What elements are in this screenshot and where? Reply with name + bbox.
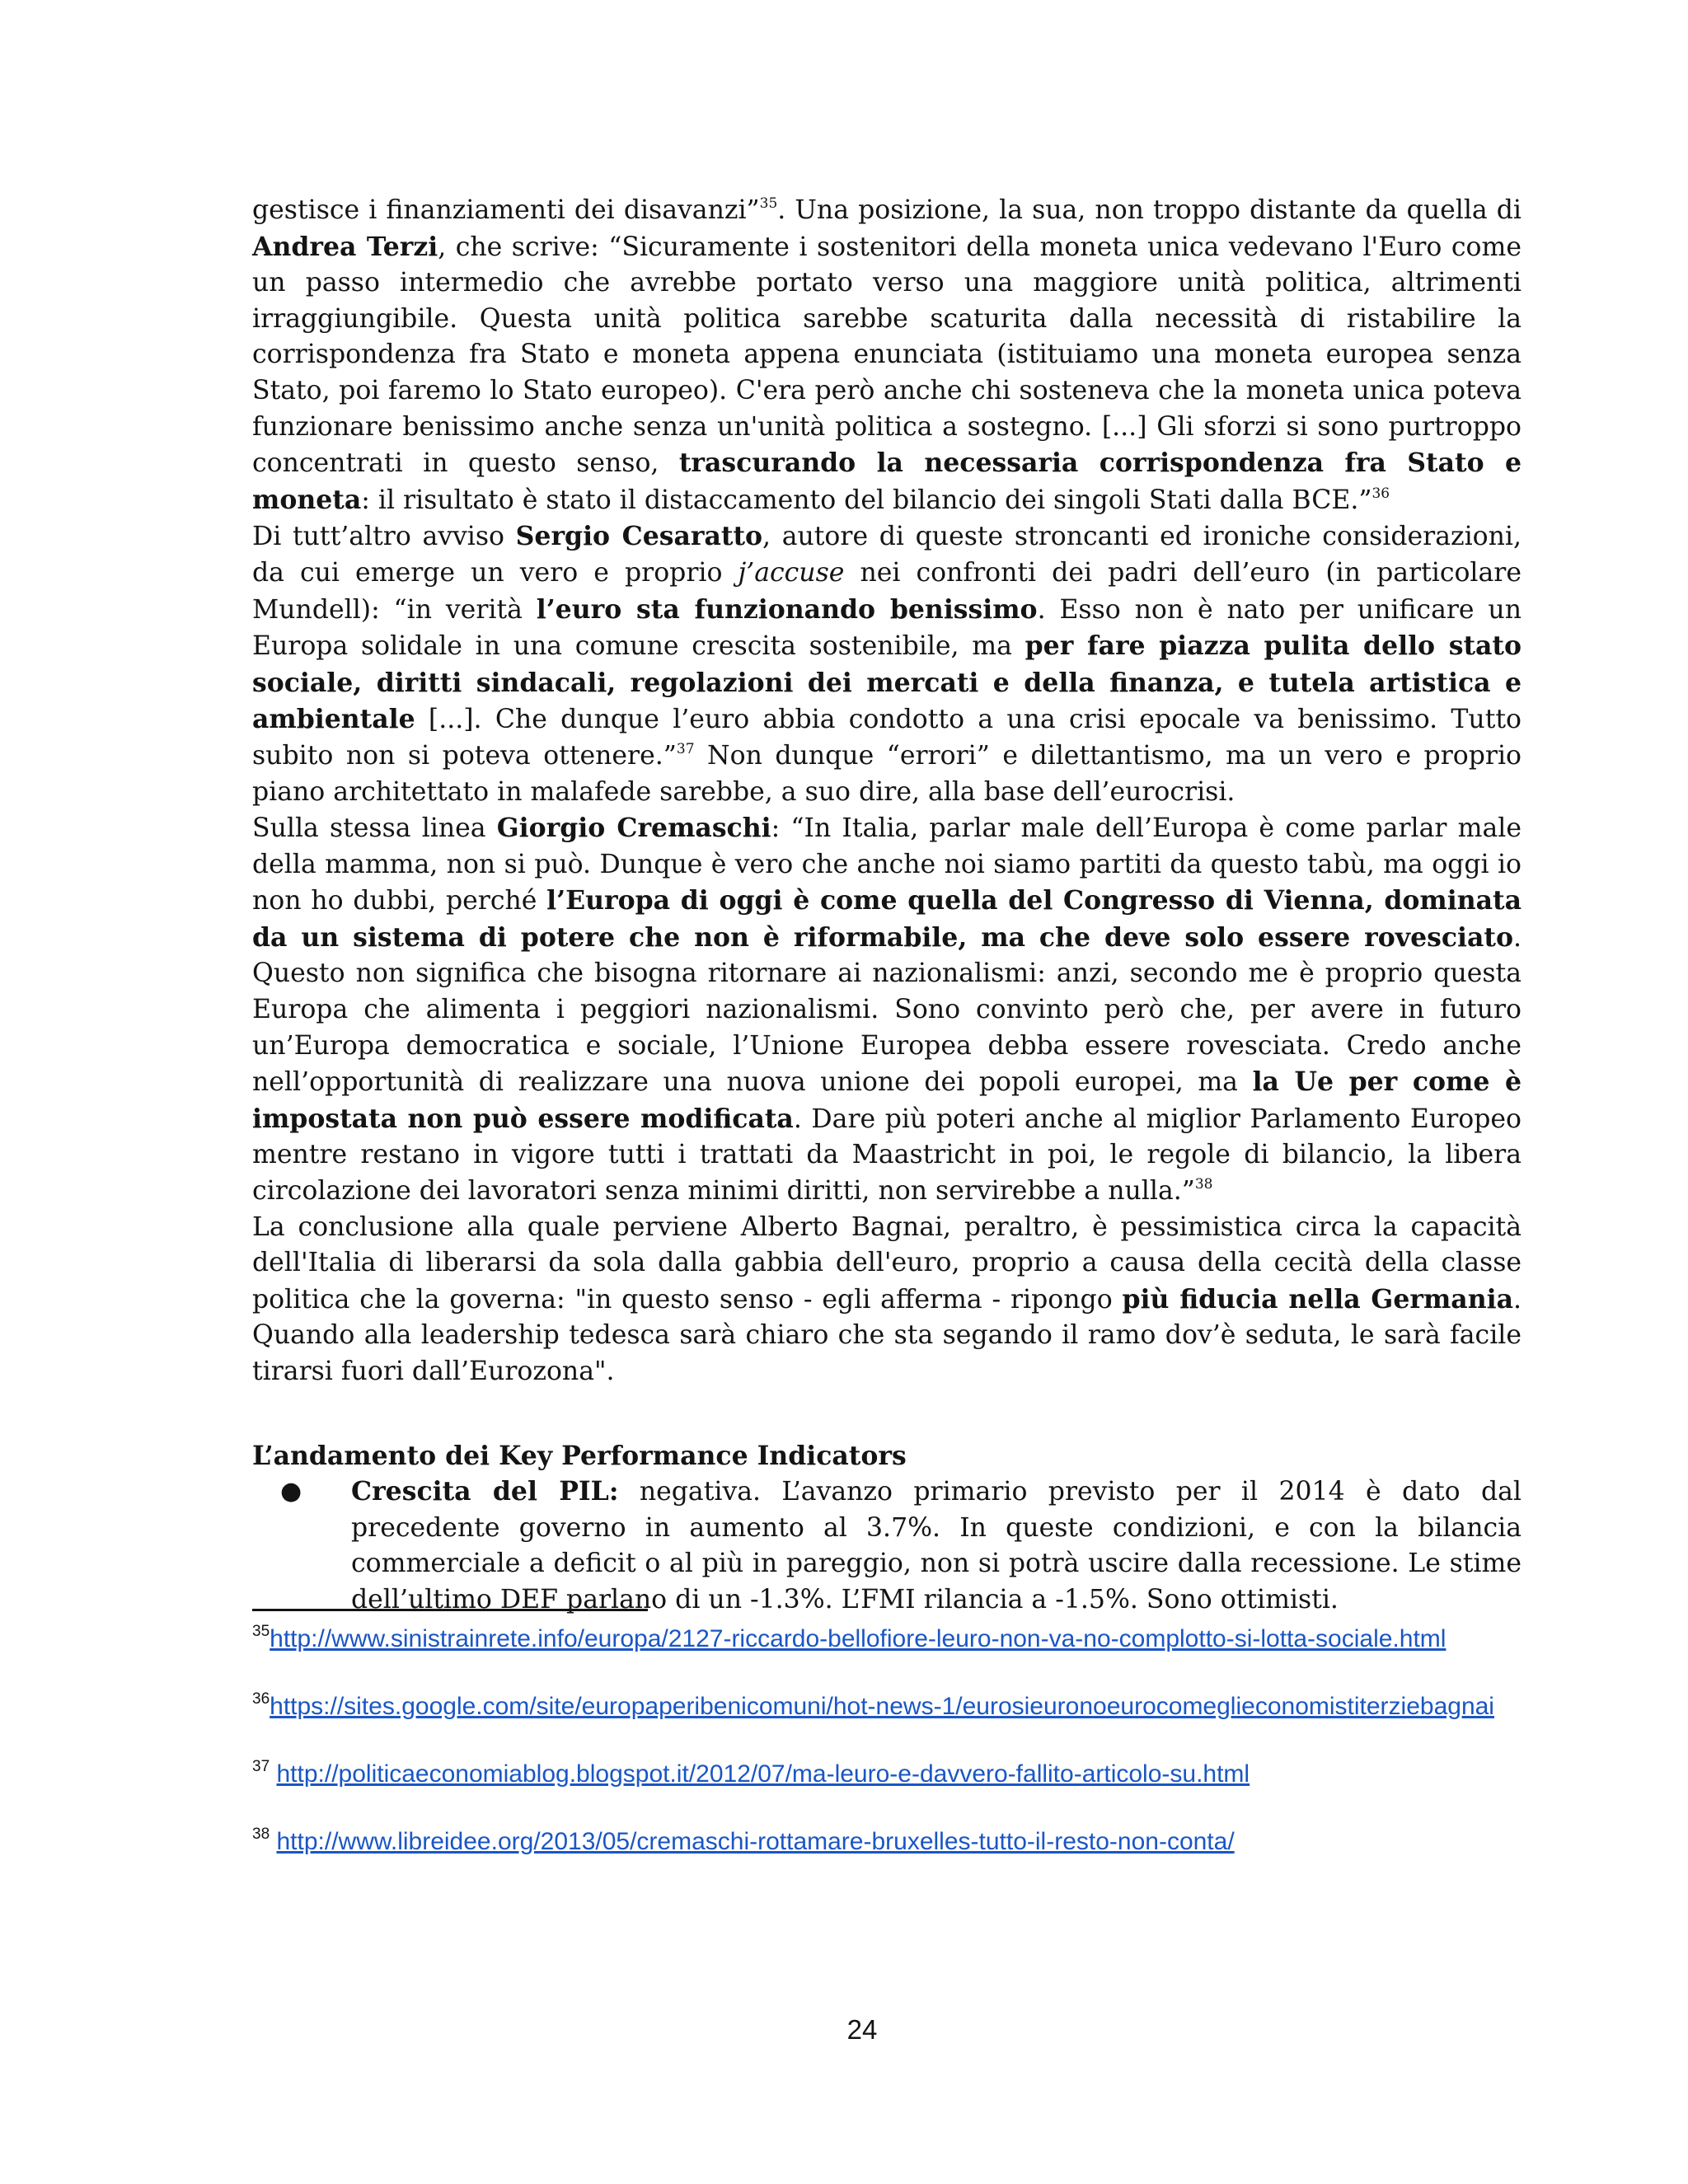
- footnote-link[interactable]: http://politicaeconomiablog.blogspot.it/2012/07/ma-leuro-e-davvero-fallito-articolo-su.html: [276, 1760, 1250, 1788]
- page-number: 24: [846, 2014, 878, 2045]
- kpi-list: [252, 1474, 1522, 1618]
- text-run: . Una posizione, la sua, non troppo distante da quella di: [777, 195, 1522, 225]
- bullet-icon: ●: [280, 1477, 302, 1507]
- text-run: , autore di queste stroncanti ed ironiche considerazioni, da cui emerge un vero e proprio: [252, 522, 1522, 588]
- footnote-number: 38: [252, 1825, 270, 1843]
- paragraph: [252, 193, 1522, 518]
- footnote-link[interactable]: https://sites.google.com/site/europaperibenicomuni/hot-news-1/eurosieuronoeurocomeglieconomistiterziebagnai: [270, 1693, 1494, 1720]
- text-run: . Dare più poteri anche al miglior Parlamento Europeo mentre restano in vigore tutti i trattati da Maastricht in poi, le regole di bilancio, la libera circolazione dei lavoratori senza minimi diritti, non servirebbe a nulla.”: [252, 1104, 1522, 1207]
- footnote-36: [252, 1691, 1522, 1722]
- paragraph: [252, 1210, 1522, 1390]
- footnote-link[interactable]: http://www.libreidee.org/2013/05/cremaschi-rottamare-bruxelles-tutto-il-resto-non-conta/: [276, 1828, 1235, 1855]
- text-run: Non dunque “errori” e dilettantismo, ma un vero e proprio piano architettato in malafede sarebbe, a suo dire, alla base dell’eurocrisi.: [252, 740, 1522, 807]
- bold-text: Andrea Terzi: [252, 231, 438, 262]
- text-run: . Quando alla leadership tedesca sarà chiaro che sta segando il ramo dov’è seduta, le sarà facile tirarsi fuori dall’Eurozona".: [252, 1284, 1522, 1386]
- text-run: negativa. L’avanzo primario previsto per il 2014 è dato dal precedente governo in aumento al 3.7%. In queste condizioni, e con la bilancia commerciale a deficit o al più in pareggio, non si potrà uscire dalla recessione. Le stime dell’ultimo DEF parlano di un -1.3%. L’FMI rilancia a -1.5%. Sono ottimisti.: [351, 1477, 1522, 1615]
- footnote-ref: 38: [1194, 1176, 1213, 1193]
- footnotes: [252, 1624, 1522, 1894]
- text-run: Sulla stessa linea: [252, 813, 497, 844]
- bold-text: Giorgio Cremaschi: [496, 813, 771, 844]
- text-run: gestisce i finanziamenti dei disavanzi”: [252, 195, 760, 225]
- text-run: . Questo non significa che bisogna ritornare ai nazionalismi: anzi, secondo me è proprio questa Europa che alimenta i peggiori nazionalismi. Sono convinto però che, per avere in futuro un’Europa democratica e sociale, l’Unione Europea debba essere rovesciata. Credo anche nell’opportunità di realizzare una nuova unione dei popoli europei, ma: [252, 922, 1522, 1098]
- footnote-number: 37: [252, 1758, 270, 1775]
- list-item-text: [351, 1474, 1522, 1618]
- text-run: La conclusione alla quale perviene Alberto Bagnai, peraltro, è pessimistica circa la capacità dell'Italia di liberarsi da sola dalla gabbia dell'euro, proprio a causa della cecità della classe politica che la governa: "in questo senso - egli afferma - ripongo: [252, 1212, 1522, 1315]
- bold-text: Crescita del PIL:: [351, 1476, 619, 1507]
- footnote-ref: 36: [1372, 485, 1390, 502]
- bold-text: la Ue per come è impostata non può essere modificata: [252, 1066, 1522, 1134]
- footnote-number: 35: [252, 1623, 270, 1640]
- footnote-38: [252, 1826, 1522, 1858]
- text-run: : “In Italia, parlar male dell’Europa è come parlar male della mamma, non si può. Dunque è vero che anche noi siamo partiti da questo tabù, ma oggi io non ho dubbi, perché: [252, 813, 1522, 916]
- footnote-35: [252, 1624, 1522, 1655]
- footnote-separator: [252, 1609, 648, 1611]
- text-run: , che scrive: “Sicuramente i sostenitori della moneta unica vedevano l'Euro come un passo intermedio che avrebbe portato verso una maggiore unità politica, altrimenti irraggiungibile. Questa unità politica sarebbe scaturita dalla necessità di ristabilire la corrispondenza fra Stato e moneta appena enunciata (istituiamo una moneta europea senza Stato, poi faremo lo Stato europeo). C'era però anche chi sosteneva che la moneta unica poteva funzionare benissimo anche senza un'unità politica a sostegno. [...] Gli sforzi si sono purtroppo concentrati in questo senso,: [252, 232, 1522, 479]
- paragraph: [252, 810, 1522, 1210]
- section-heading: L’andamento dei Key Performance Indicators: [252, 1440, 907, 1471]
- bold-text: l’Europa di oggi è come quella del Congresso di Vienna, dominata da un sistema di potere che non è riformabile, ma che deve solo essere rovesciato: [252, 885, 1522, 953]
- footnote-37: [252, 1759, 1522, 1790]
- text-run: : il risultato è stato il distaccamento del bilancio dei singoli Stati dalla BCE.”: [361, 485, 1372, 515]
- bold-text: l’euro sta funzionando benissimo: [536, 593, 1038, 625]
- list-item: [280, 1474, 1522, 1618]
- text-run: nei confronti dei padri dell’euro (in particolare Mundell): “in verità: [252, 557, 1522, 625]
- bold-text: più fiducia nella Germania: [1122, 1283, 1513, 1315]
- footnote-number: 36: [252, 1690, 270, 1708]
- footnote-ref: 35: [759, 195, 778, 212]
- text-run: . Esso non è nato per unificare un Europa solidale in una comune crescita sostenibile, ma: [252, 594, 1522, 662]
- text-run: [...]. Che dunque l’euro abbia condotto a una crisi epocale va benissimo. Tutto subito non si poteva ottenere.”: [252, 705, 1522, 771]
- text-run: Di tutt’altro avviso: [252, 522, 516, 552]
- bold-text: Sergio Cesaratto: [515, 521, 763, 552]
- italic-text: j’accuse: [738, 557, 845, 588]
- footnote-ref: 37: [676, 740, 695, 757]
- footnote-link[interactable]: http://www.sinistrainrete.info/europa/2127-riccardo-bellofiore-leuro-non-va-no-complotto-si-lotta-sociale.html: [270, 1625, 1447, 1652]
- paragraph: [252, 518, 1522, 810]
- bold-text: per fare piazza pulita dello stato sociale, diritti sindacali, regolazioni dei mercati e della finanza, e tutela artistica e ambientale: [252, 630, 1522, 735]
- bold-text: trascurando la necessaria corrispondenza fra Stato e moneta: [252, 448, 1522, 515]
- body-text: [252, 193, 1522, 1619]
